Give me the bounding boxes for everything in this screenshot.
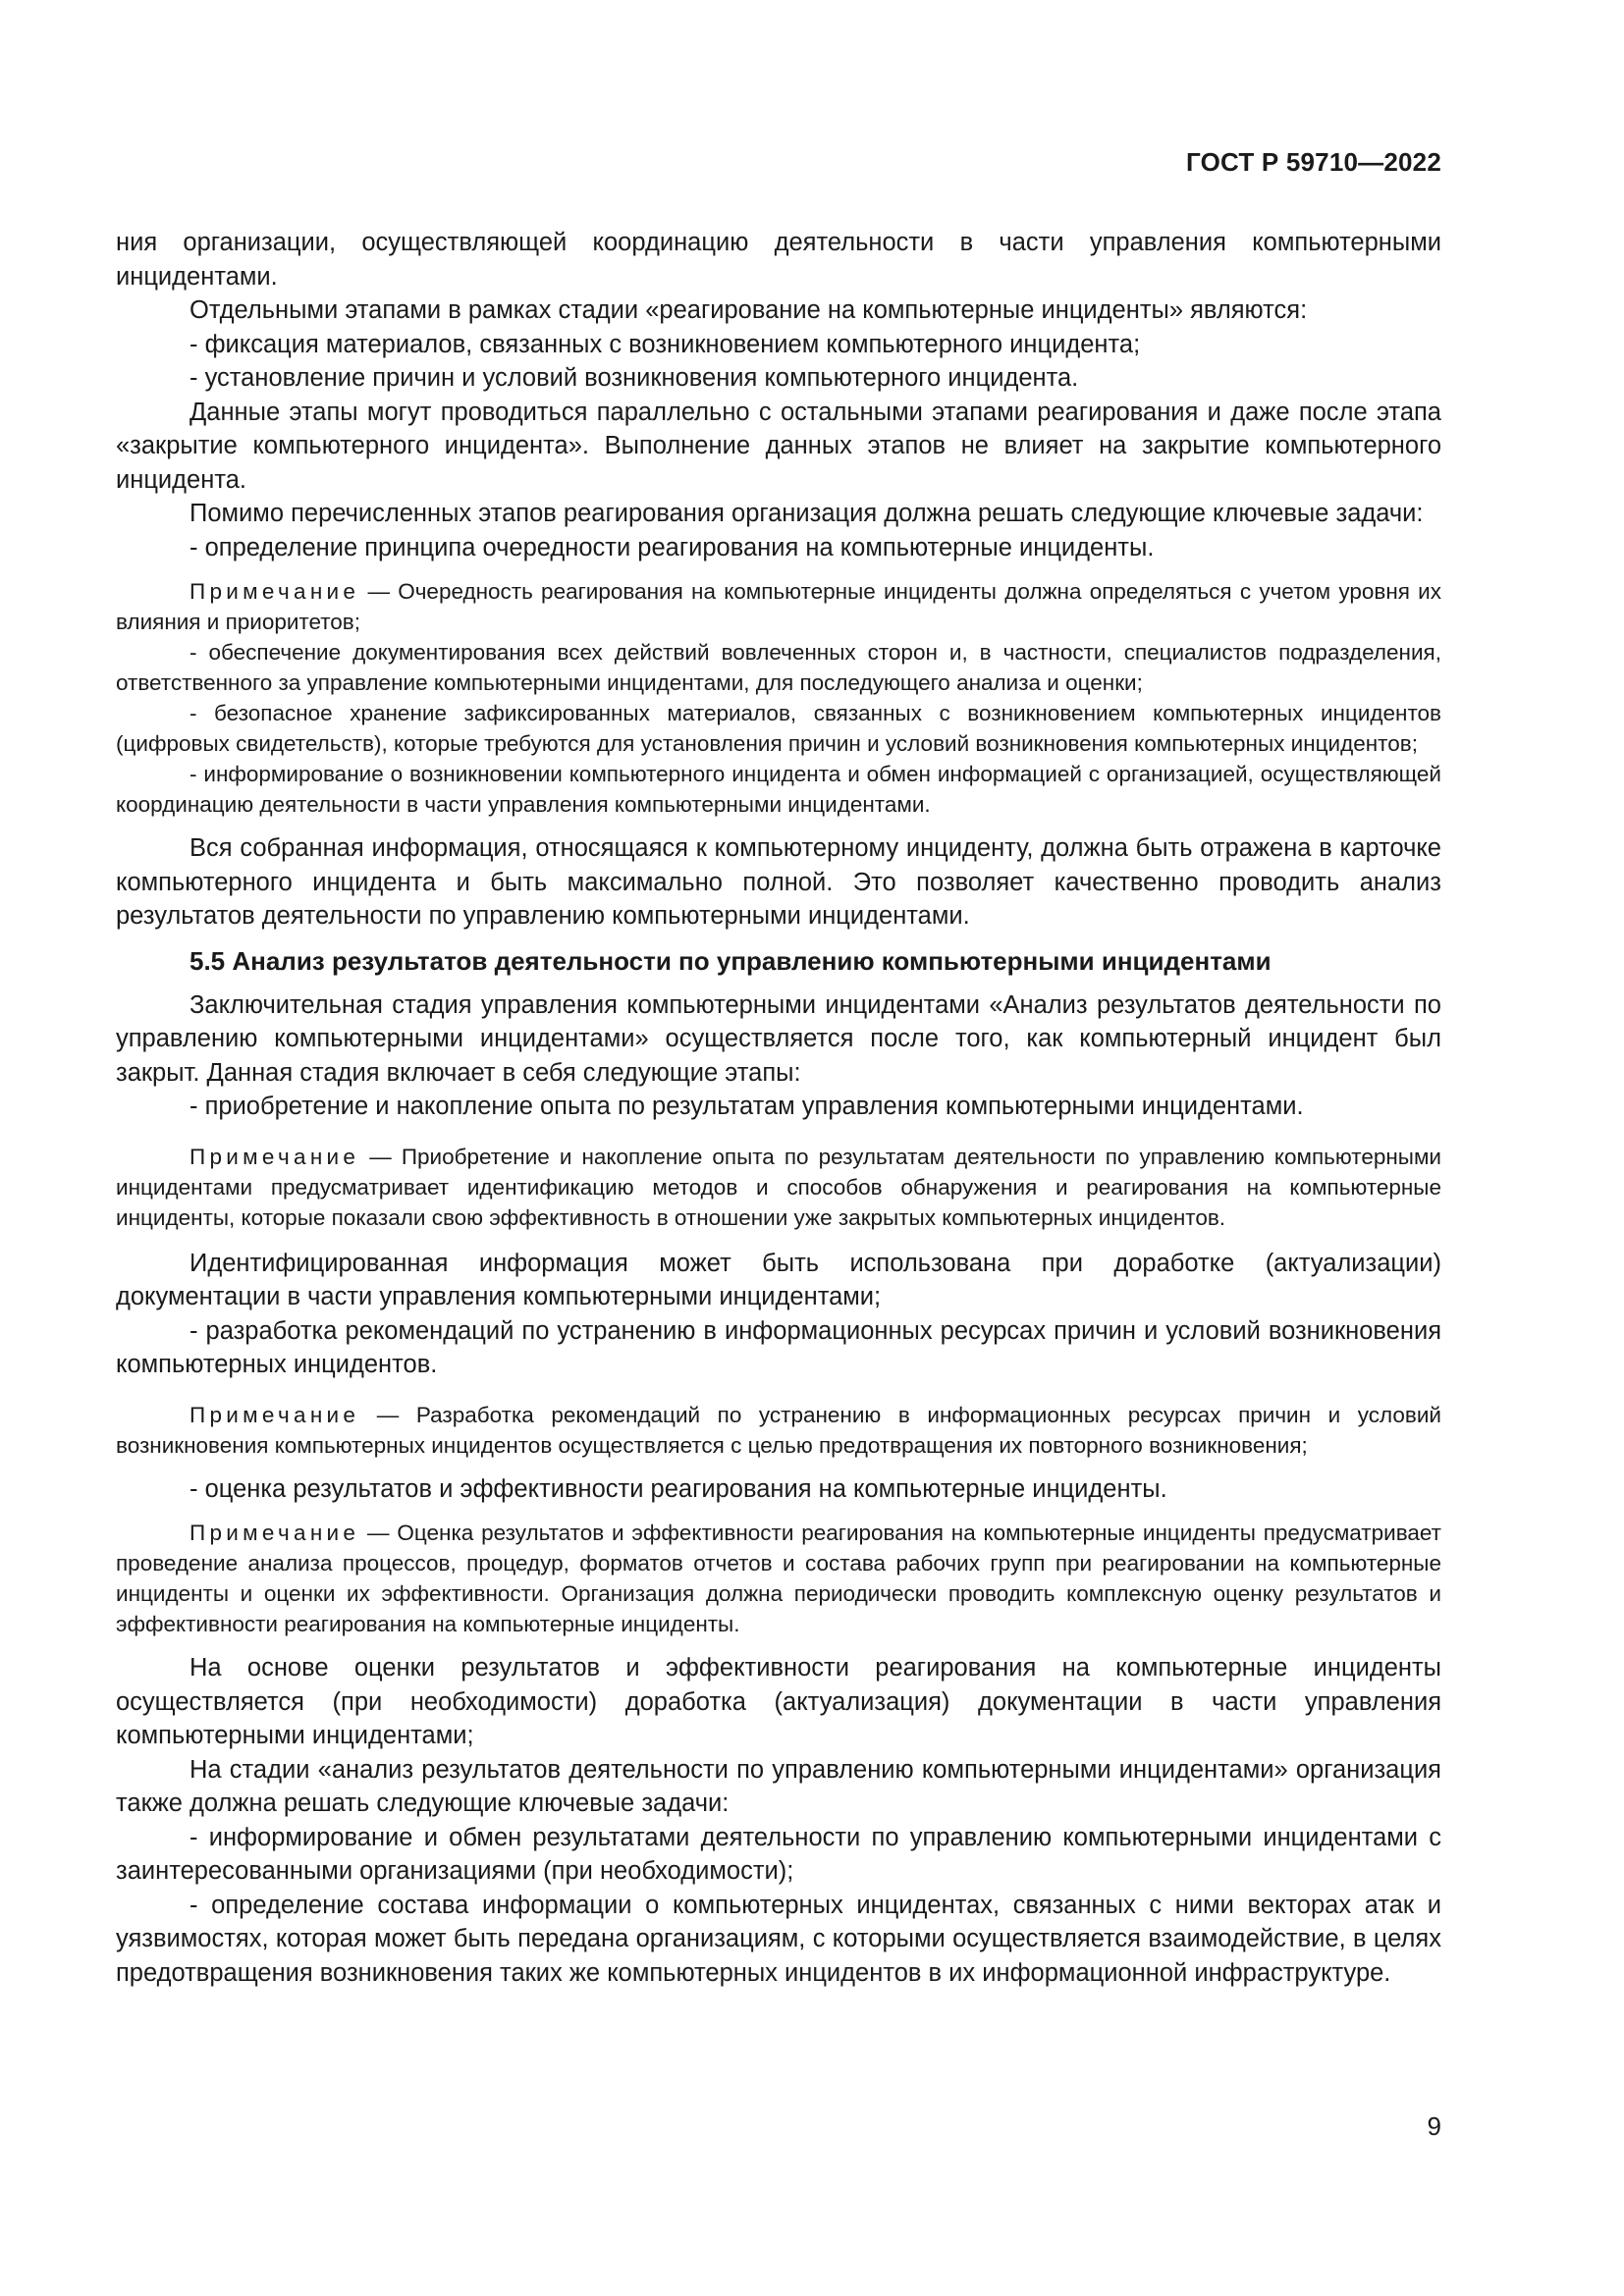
list-item: - обеспечение документирования всех действий вовлеченных сторон и, в частности, специалистов подразделения, ответственного за управление компьютерными инцидентами, для последующего анализа и оценки; [116,640,1441,695]
note-text: Приобретение и накопление опыта по результатам деятельности по управлению компьютерными инцидентами предусматривает идентификацию методов и способов обнаружения и реагирования на компьютерные инциденты, которые показали свою эффективность в отношении уже закрытых компьютерных инцидентов. [116,1144,1441,1230]
note-text: Разработка рекомендаций по устранению в информационных ресурсах причин и условий возникновения компьютерных инцидентов осуществляется с целью предотвращения их повторного возникновения; [116,1402,1441,1458]
paragraph: Вся собранная информация, относящаяся к компьютерному инциденту, должна быть отражена в карточке компьютерного инцидента и быть максимально полной. Это позволяет качественно проводить анализ результатов деятельности по управлению компьютерными инцидентами. [116,834,1441,930]
note-label: Примечание [189,579,360,604]
list-item: - информирование о возникновении компьютерного инцидента и обмен информацией с организацией, осуществляющей координацию деятельности в части управления компьютерными инцидентами. [116,762,1441,817]
paragraph: Помимо перечисленных этапов реагирования организация должна решать следующие ключевые задачи: [189,500,1424,527]
note-label: Примечание [189,1402,360,1427]
note: Примечание — Оценка результатов и эффективности реагирования на компьютерные инциденты предусматривает проведение анализа процессов, процедур, форматов отчетов и состава рабочих групп при реагировании на компьютерные инциденты и оценки их эффективности. Организация должна периодически проводить комплексную оценку результатов и эффективности реагирования на компьютерные инциденты. [116,1521,1441,1636]
list-item: - фиксация материалов, связанных с возникновением компьютерного инцидента; [189,330,1141,358]
list-item: - определение состава информации о компьютерных инцидентах, связанных с ними векторах атак и уязвимостях, которая может быть передана организациям, с которыми осуществляется взаимодействие, в целях предотвращения возникновения таких же компьютерных инцидентов в их информационной инфраструктуре. [116,1891,1441,1987]
note-text: Оценка результатов и эффективности реагирования на компьютерные инциденты предусматривает проведение анализа процессов, процедур, форматов отчетов и состава рабочих групп при реагировании на компьютерные инциденты и оценки их эффективности. Организация должна периодически проводить комплексную оценку результатов и эффективности реагирования на компьютерные инциденты. [116,1521,1441,1636]
list-item: - информирование и обмен результатами деятельности по управлению компьютерными инцидентами с заинтересованными организациями (при необходимости); [116,1823,1441,1885]
note: Примечание — Приобретение и накопление опыта по результатам деятельности по управлению компьютерными инцидентами предусматривает идентификацию методов и способов обнаружения и реагирования на компьютерные инциденты, которые показали свою эффективность в отношении уже закрытых компьютерных инцидентов. [116,1144,1441,1230]
note-label: Примечание [189,1521,360,1545]
paragraph: На основе оценки результатов и эффективности реагирования на компьютерные инциденты осуществляется (при необходимости) доработка (актуализация) документации в части управления компьютерными инцидентами; [116,1654,1441,1749]
note-text: Очередность реагирования на компьютерные инциденты должна определяться с учетом уровня их влияния и приоритетов; [116,579,1441,634]
note: Примечание — Очередность реагирования на компьютерные инциденты должна определяться с учетом уровня их влияния и приоритетов; [116,579,1441,634]
section-heading: 5.5 Анализ результатов деятельности по управлению компьютерными инцидентами [189,945,1272,976]
list-item: - приобретение и накопление опыта по результатам управления компьютерными инцидентами. [189,1093,1304,1120]
document-code: ГОСТ Р 59710—2022 [1186,147,1441,177]
list-item: - оценка результатов и эффективности реагирования на компьютерные инциденты. [189,1474,1167,1503]
paragraph: Данные этапы могут проводиться параллельно с остальными этапами реагирования и даже после этапа «закрытие компьютерного инцидента». Выполнение данных этапов не влияет на закрытие компьютерного инцидента. [116,398,1441,494]
note-label: Примечание [189,1144,360,1169]
paragraph: Заключительная стадия управления компьютерными инцидентами «Анализ результатов деятельности по управлению компьютерными инцидентами» осуществляется после того, как компьютерный инцидент был закрыт. Данная стадия включает в себя следующие этапы: [116,990,1441,1087]
paragraph: На стадии «анализ результатов деятельности по управлению компьютерными инцидентами» организация также должна решать следующие ключевые задачи: [116,1755,1441,1817]
page-body [116,226,1441,1990]
list-item: - безопасное хранение зафиксированных материалов, связанных с возникновением компьютерных инцидентов (цифровых свидетельств), которые требуются для установления причин и условий возникновения компьютерных инцидентов; [116,701,1441,756]
list-item: - установление причин и условий возникновения компьютерного инцидента. [189,364,1079,392]
list-item: - определение принципа очередности реагирования на компьютерные инциденты. [189,533,1155,561]
paragraph: Идентифицированная информация может быть использована при доработке (актуализации) документации в части управления компьютерными инцидентами; [116,1249,1441,1310]
page-number: 9 [1427,2111,1441,2141]
list-item: - разработка рекомендаций по устранению в информационных ресурсах причин и условий возникновения компьютерных инцидентов. [116,1316,1441,1378]
paragraph: Отдельными этапами в рамках стадии «реагирование на компьютерные инциденты» являются: [189,296,1308,324]
paragraph: ния организации, осуществляющей координацию деятельности в части управления компьютерными инцидентами. [116,229,1441,291]
note: Примечание — Разработка рекомендаций по устранению в информационных ресурсах причин и условий возникновения компьютерных инцидентов осуществляется с целью предотвращения их повторного возникновения; [116,1402,1441,1458]
